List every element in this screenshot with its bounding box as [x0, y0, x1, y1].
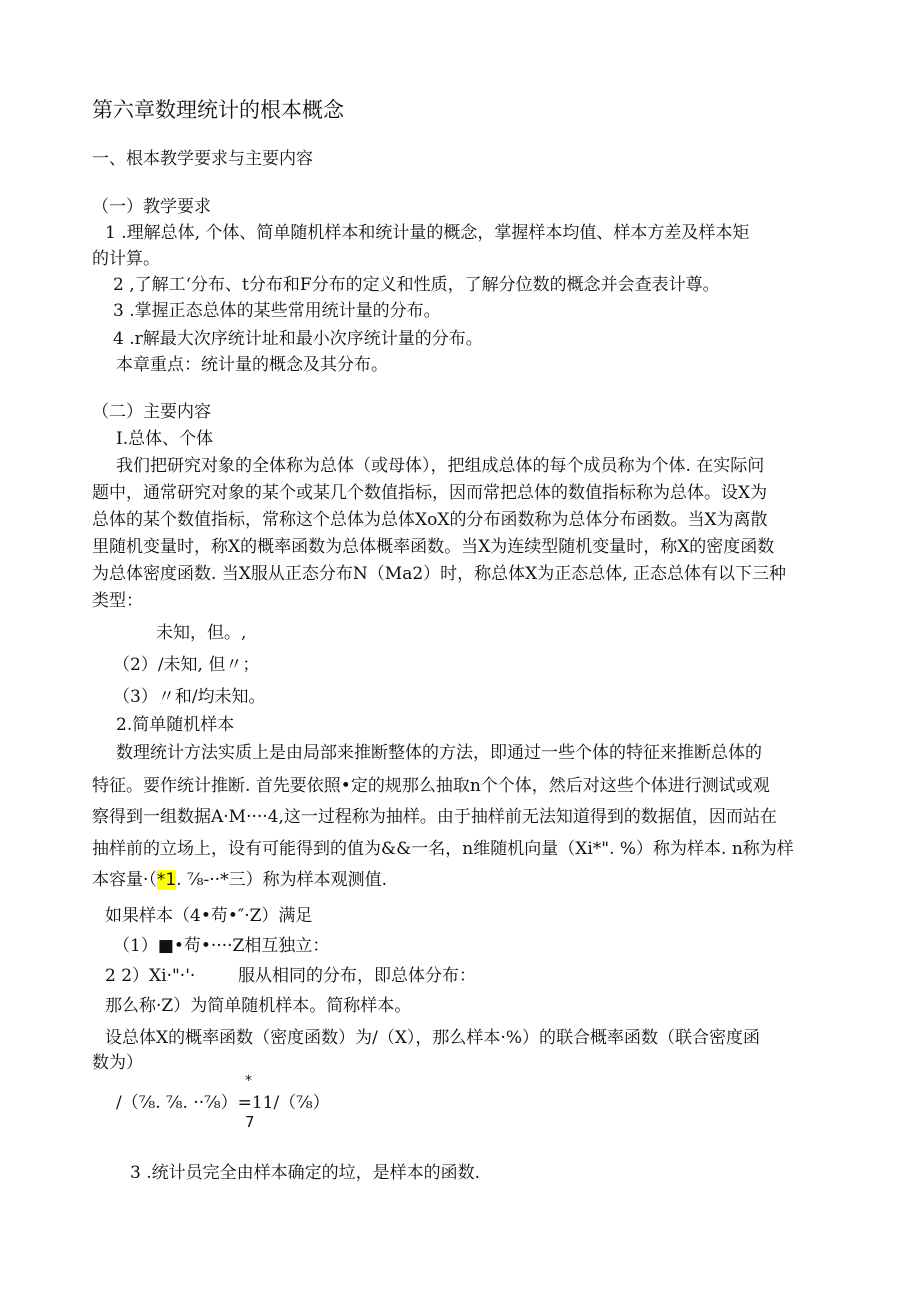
paragraph-text: 本容量·（ [92, 870, 157, 890]
chapter-title: 第六章数理统计的根本概念 [92, 98, 344, 122]
paragraph-line: 特征。要作统计推断. 首先要依照•定的规那么抽取n个个体，然后对这些个体进行测试或观 [92, 776, 770, 796]
formula-superscript: * [245, 1073, 252, 1089]
subsection-heading: （二）主要内容 [92, 402, 211, 422]
paragraph-line [92, 869, 387, 891]
requirement-4: 4 .r解最大次序统计址和最小次序统计量的分布。 [113, 329, 483, 349]
requirement-1-line1: 1 .理解总体, 个体、简单随机样本和统计量的概念，掌握样本均值、样本方差及样本矩 [105, 223, 750, 243]
sample-conclusion: 那么称·Z）为简单随机样本。简称样本。 [105, 996, 412, 1016]
item-1-title: I.总体、个体 [116, 429, 214, 449]
section-heading: 一、根本教学要求与主要内容 [92, 149, 313, 169]
condition-2-label: 2 2）Xi·"·'· [105, 966, 196, 986]
paragraph-line: 题中，通常研究对象的某个或某几个数值指标，因而常把总体的数值指标称为总体。设X为 [92, 483, 768, 503]
highlighted-text: *1 [156, 870, 177, 890]
subsection-heading: （一）教学要求 [92, 197, 211, 217]
paragraph-line: 里随机变量时，称X的概率函数为总体概率函数。当X为连续型随机变量时，称X的密度函数 [92, 537, 775, 557]
paragraph-line: 抽样前的立场上，设有可能得到的值为&&一名，n维随机向量（Xi*". %）称为样本. n称为样 [92, 839, 794, 859]
requirement-1-line2: 的计算。 [92, 249, 160, 269]
paragraph-line: 我们把研究对象的全体称为总体（或母体），把组成总体的每个成员称为个体. 在实际问 [116, 456, 765, 476]
joint-distribution-line1: 设总体X的概率函数（密度函数）为/（X），那么样本·%）的联合概率函数（联合密度函 [105, 1028, 760, 1048]
normal-type-2: （2）/未知, 但〃； [113, 655, 260, 675]
normal-type-1: 未知，但。, [156, 623, 247, 643]
paragraph-line: 类型： [92, 591, 143, 611]
paragraph-line: 察得到一组数据A·M····4,这一过程称为抽样。由于抽样前无法知道得到的数据值，因而站在 [92, 807, 777, 827]
item-2-title: 2.简单随机样本 [116, 715, 235, 735]
condition-2-text: 服从相同的分布，即总体分布： [238, 966, 476, 986]
paragraph-line: 数理统计方法实质上是由局部来推断整体的方法，即通过一些个体的特征来推断总体的 [116, 743, 762, 763]
requirement-2: 2 ,了解工‘分布、t分布和F分布的定义和性质，了解分位数的概念并会查表计尊。 [113, 275, 720, 295]
paragraph-line: 总体的某个数值指标，常称这个总体为总体XoX的分布函数称为总体分布函数。当X为离散 [92, 510, 768, 530]
chapter-focus: 本章重点：统计量的概念及其分布。 [116, 355, 388, 375]
condition-intro: 如果样本（4•苟•″·Z）满足 [105, 906, 313, 926]
requirement-3: 3 .掌握正态总体的某些常用统计量的分布。 [113, 301, 441, 321]
item-3: 3 .统计员完全由样本确定的垃，是样本的函数. [130, 1163, 481, 1183]
joint-distribution-line2: 数为） [92, 1053, 143, 1073]
paragraph-text: . ⅞-··*三）称为样本观测值. [176, 870, 387, 890]
normal-type-3: （3）〃和/均未知。 [113, 687, 266, 707]
joint-formula: /（⅞. ⅞. ··⅞）=11/（⅞） [116, 1093, 330, 1113]
formula-subscript: 7 [245, 1113, 255, 1131]
paragraph-line: 为总体密度函数. 当X服从正态分布N（Ma2）时，称总体X为正态总体, 正态总体有以下三种 [92, 564, 787, 584]
condition-1: （1）■•苟•····Z相互独立： [113, 936, 330, 956]
